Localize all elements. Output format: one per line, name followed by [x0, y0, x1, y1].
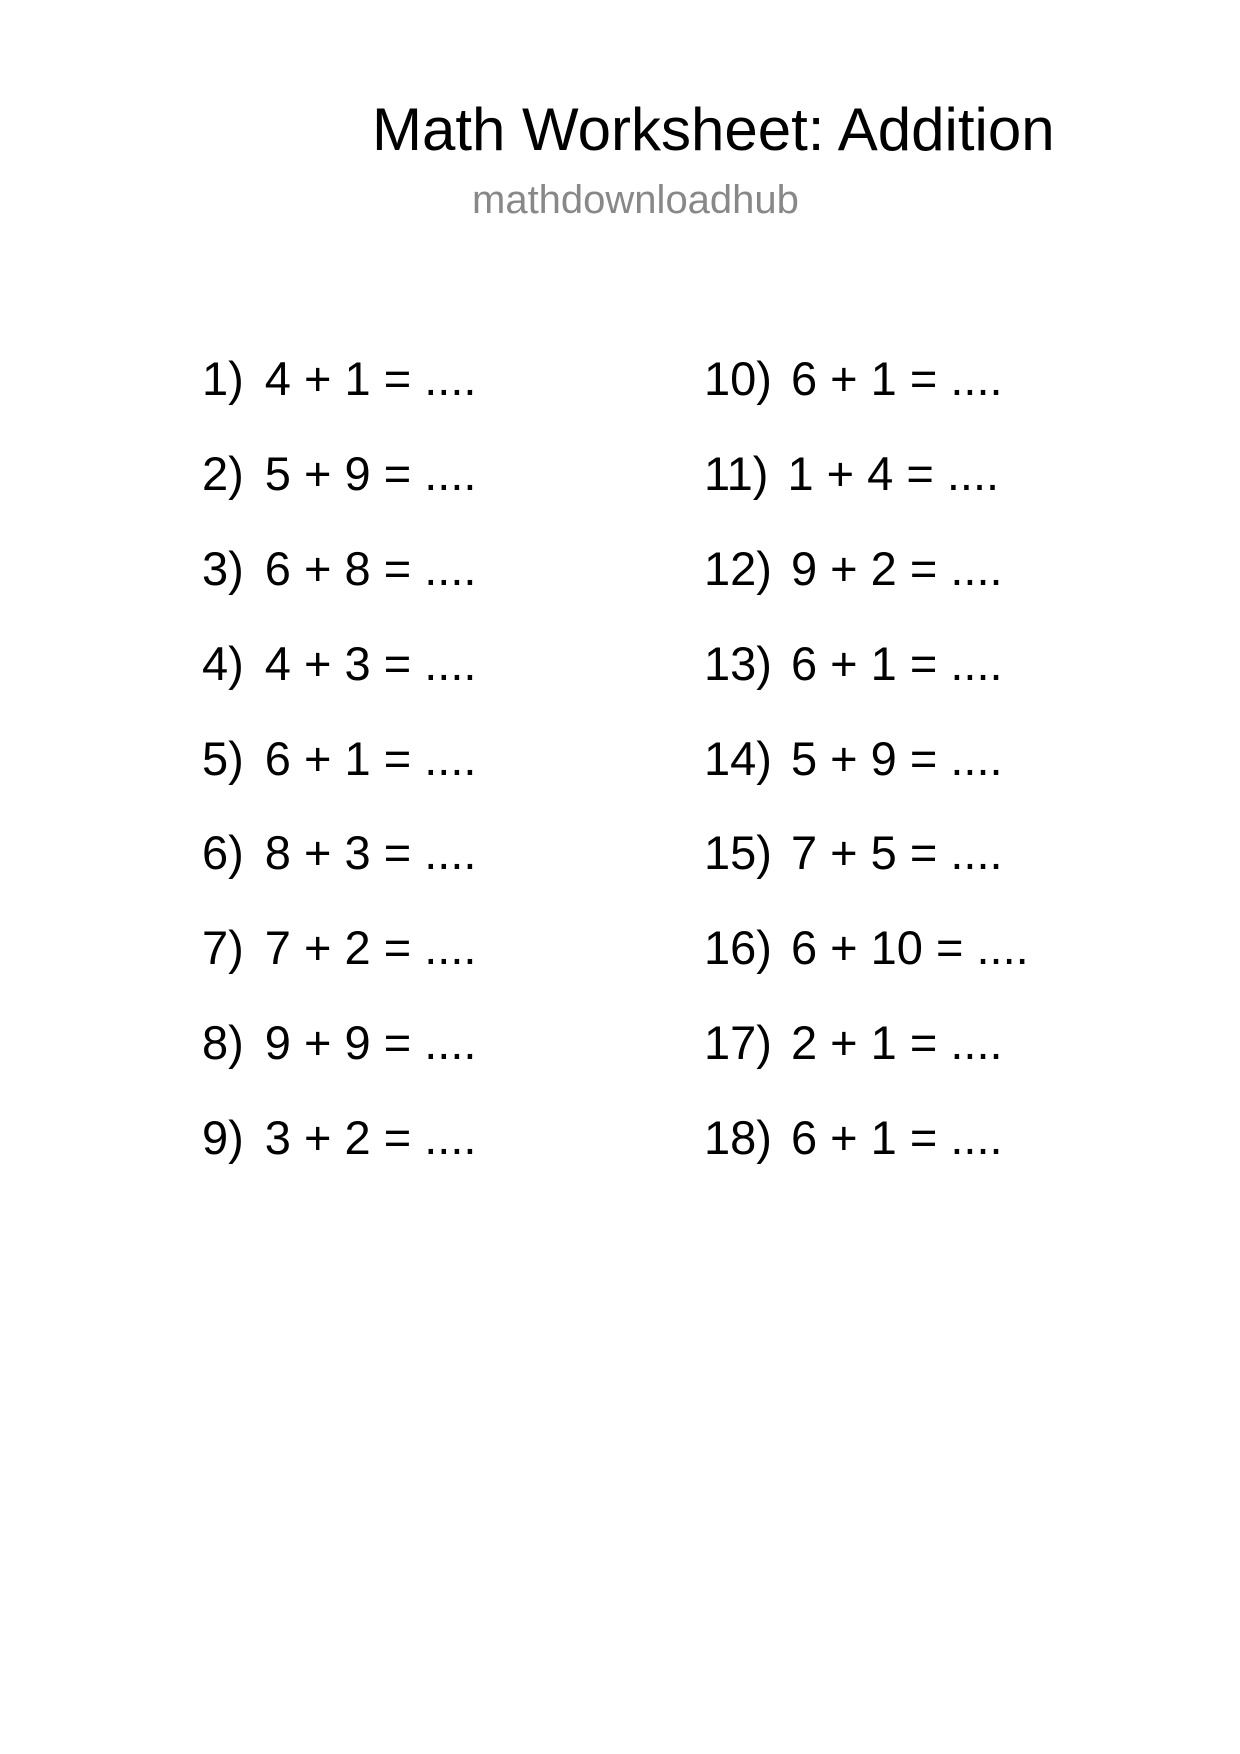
page-title: Math Worksheet: Addition: [372, 96, 1055, 163]
problem-item: [202, 921, 477, 1019]
problem-item: [202, 636, 477, 735]
problem-item: [704, 1016, 1029, 1114]
problem-number: 8): [202, 1016, 244, 1070]
problem-expression: 6 + 10 = ....: [790, 921, 1029, 975]
problem-expression: 4 + 3 = ....: [264, 636, 477, 690]
problem-item: [704, 541, 1029, 640]
problem-number: 10): [704, 352, 772, 405]
problem-expression: 4 + 1 = ....: [264, 352, 477, 405]
problem-expression: 3 + 2 = ....: [264, 1111, 477, 1165]
problem-expression: 5 + 9 = ....: [264, 446, 477, 500]
problem-expression: 1 + 4 = ....: [787, 446, 1000, 500]
problem-expression: 7 + 2 = ....: [264, 921, 477, 975]
problem-number: 3): [202, 541, 244, 595]
problem-number: 14): [704, 731, 772, 785]
problem-item: [202, 731, 477, 830]
problem-number: 7): [202, 921, 244, 975]
problem-number: 18): [704, 1111, 772, 1165]
problems-right-column: [704, 352, 1029, 1209]
problem-item: [704, 826, 1029, 924]
problem-item: [202, 352, 477, 450]
problems-left-column: [202, 352, 477, 1209]
problem-number: 17): [704, 1016, 772, 1070]
problem-expression: 6 + 8 = ....: [264, 541, 477, 595]
problem-item: [202, 446, 477, 545]
problem-number: 13): [704, 636, 772, 690]
problem-expression: 6 + 1 = ....: [790, 1111, 1003, 1165]
problem-item: [202, 1016, 477, 1114]
problem-number: 1): [202, 352, 244, 405]
problem-number: 12): [704, 541, 772, 595]
problem-expression: 6 + 1 = ....: [264, 731, 477, 785]
problem-number: 9): [202, 1111, 244, 1165]
problem-number: 11): [704, 446, 769, 500]
problem-expression: 9 + 9 = ....: [264, 1016, 477, 1070]
problem-number: 15): [704, 826, 772, 880]
problem-item: [704, 352, 1029, 450]
problem-expression: 7 + 5 = ....: [790, 826, 1003, 880]
problem-item: [202, 1111, 477, 1209]
page-subtitle: mathdownloadhub: [472, 178, 799, 222]
problem-item: [704, 921, 1029, 1019]
problem-expression: 6 + 1 = ....: [790, 636, 1003, 690]
problem-number: 6): [202, 826, 244, 880]
problem-item: [704, 1111, 1029, 1209]
problem-item: [202, 541, 477, 640]
problem-expression: 2 + 1 = ....: [790, 1016, 1003, 1070]
problem-item: [704, 636, 1029, 735]
problem-expression: 9 + 2 = ....: [790, 541, 1003, 595]
problem-item: [202, 826, 477, 924]
problem-number: 2): [202, 446, 244, 500]
problem-item: [704, 446, 1029, 545]
problem-number: 4): [202, 636, 244, 690]
problem-number: 5): [202, 731, 244, 785]
problem-number: 16): [704, 921, 772, 975]
problem-expression: 8 + 3 = ....: [264, 826, 477, 880]
problem-expression: 6 + 1 = ....: [790, 352, 1003, 405]
problem-expression: 5 + 9 = ....: [790, 731, 1003, 785]
problem-item: [704, 731, 1029, 830]
